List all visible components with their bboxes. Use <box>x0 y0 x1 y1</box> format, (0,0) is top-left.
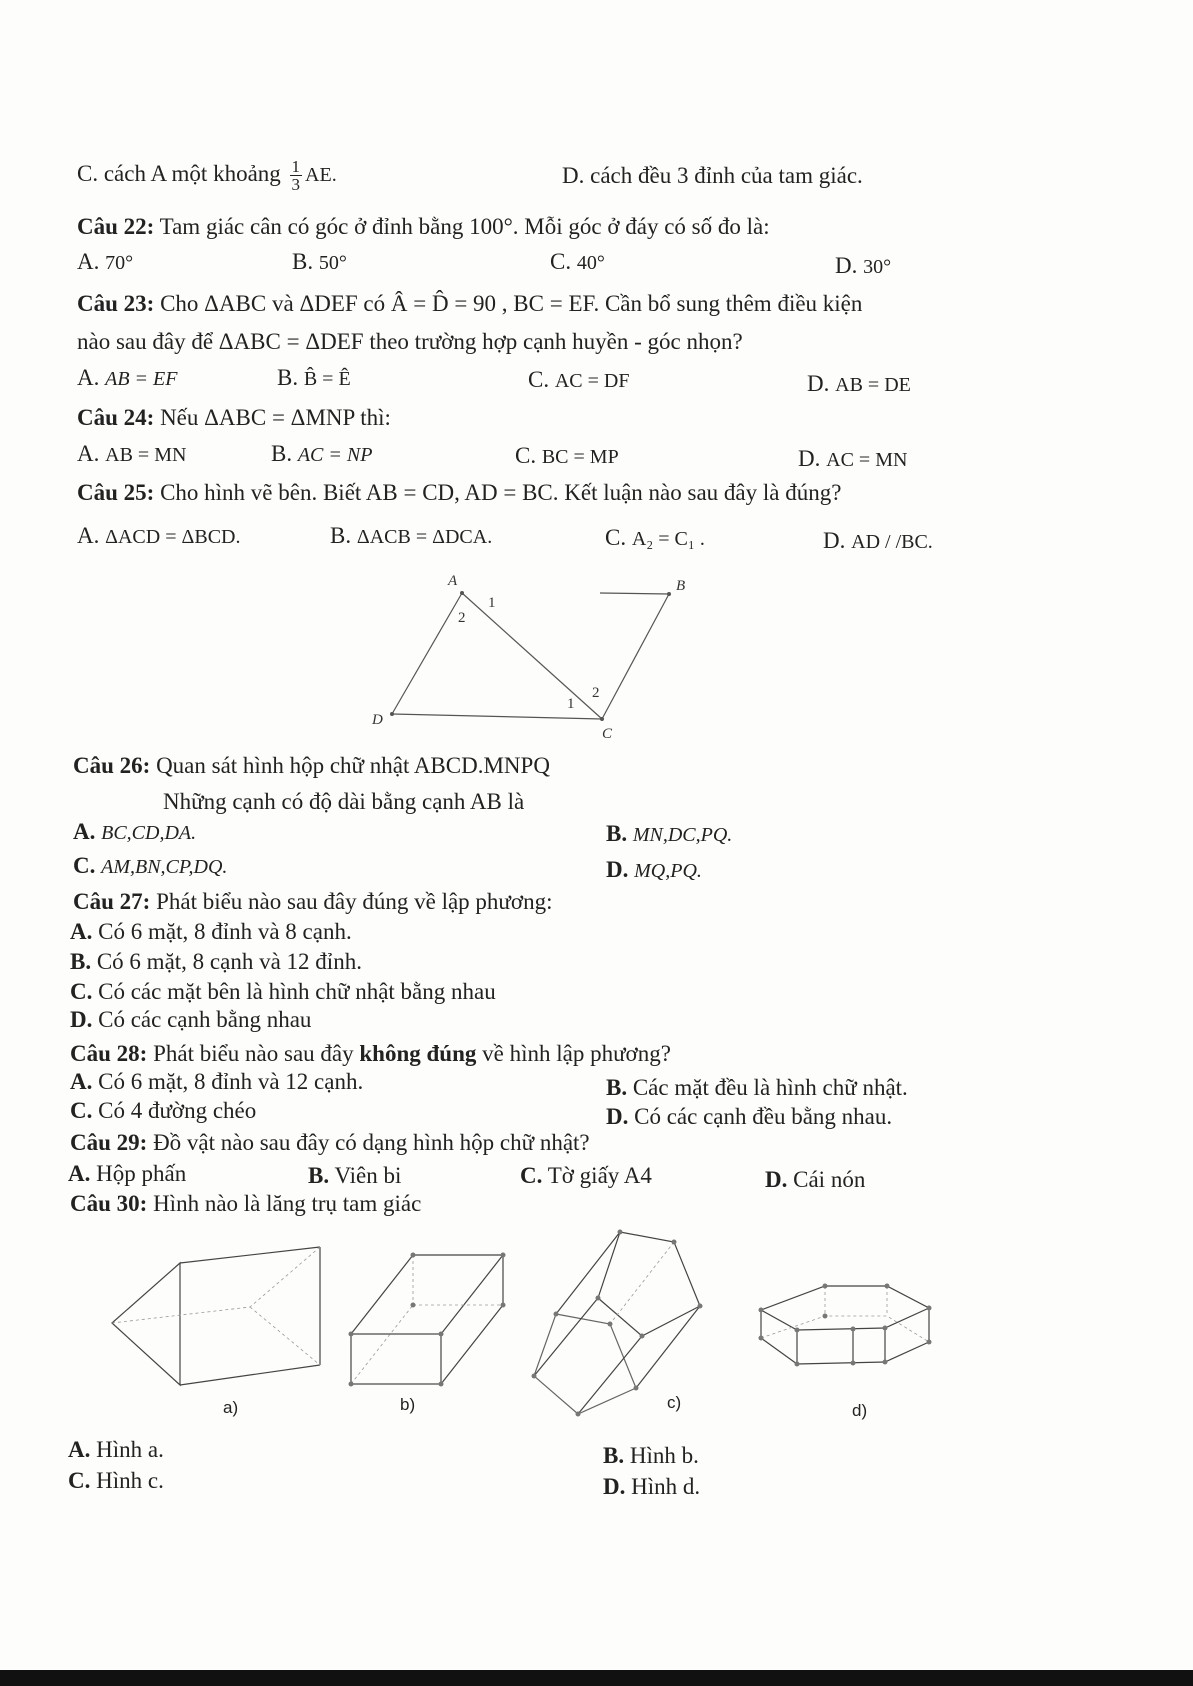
q22-option-c: C. 40° <box>550 249 605 274</box>
q29-option-c: C. Tờ giấy A4 <box>520 1163 652 1188</box>
q28-option-a: A. Có 6 mặt, 8 đỉnh và 12 cạnh. <box>70 1069 364 1094</box>
q30-option-d: D. Hình d. <box>603 1474 701 1499</box>
q23-option-b: B. B̂ = Ê <box>277 365 351 390</box>
q23-stem-line2: nào sau đây để ΔABC = ΔDEF theo trường hợp cạnh huyền - góc nhọn? <box>77 329 743 354</box>
angle-c2-label: 2 <box>592 685 600 701</box>
q26-option-d: D. MQ,PQ. <box>606 857 702 882</box>
q28-option-d: D. Có các cạnh đều bằng nhau. <box>606 1104 893 1129</box>
q28-option-b: B. Các mặt đều là hình chữ nhật. <box>606 1075 908 1100</box>
edge-ac <box>462 593 602 719</box>
angle-a1-label: 1 <box>488 595 496 611</box>
q27-option-a: A. Có 6 mặt, 8 đỉnh và 8 cạnh. <box>70 919 352 944</box>
q23-option-a: A. AB = EF <box>77 365 178 390</box>
q25-option-b: B. ΔACB = ΔDCA. <box>330 523 493 548</box>
point-a-label: A <box>448 573 458 589</box>
q30-option-a: A. Hình a. <box>68 1437 164 1462</box>
q26-option-a: A. BC,CD,DA. <box>73 819 197 844</box>
angle-c1-label: 1 <box>567 696 575 712</box>
q21-option-c: C. cách A một khoảng $\frac{1}{3}$ AE. <box>77 157 337 194</box>
q26-option-b: B. MN,DC,PQ. <box>606 821 733 846</box>
caption-b: b) <box>400 1395 416 1414</box>
q28-option-c: C. Có 4 đường chéo <box>70 1098 257 1123</box>
point-d-label: D <box>372 712 383 728</box>
q24-option-d: D. AC = MN <box>798 446 908 471</box>
q30-figure-c <box>532 1226 742 1426</box>
q23-option-c: C. AC = DF <box>528 367 630 392</box>
q25-stem: Câu 25: Cho hình vẽ bên. Biết AB = CD, AD = BC. Kết luận nào sau đây là đúng? <box>77 480 842 505</box>
q26-option-c: C. AM,BN,CP,DQ. <box>73 853 228 878</box>
edge-cb <box>602 594 669 719</box>
q29-option-b: B. Viên bi <box>308 1163 402 1188</box>
edge-ad <box>392 593 462 714</box>
q27-option-b: B. Có 6 mặt, 8 cạnh và 12 đỉnh. <box>70 949 362 974</box>
q25-option-d: D. AD / /BC. <box>823 528 933 553</box>
q29-option-d: D. Cái nón <box>765 1167 866 1192</box>
q29-option-a: A. Hộp phấn <box>68 1161 187 1186</box>
q28-stem: Câu 28: Phát biểu nào sau đây không đúng về hình lập phương? <box>70 1041 671 1066</box>
q22-option-b: B. 50° <box>292 249 347 274</box>
point-b-label: B <box>676 578 686 594</box>
edge-dc <box>392 714 602 719</box>
q27-option-d: D. Có các cạnh bằng nhau <box>70 1007 312 1032</box>
q26-stem: Câu 26: Quan sát hình hộp chữ nhật ABCD.MNPQ <box>73 753 550 778</box>
q21-option-d: D. cách đều 3 đỉnh của tam giác. <box>562 163 863 188</box>
angle-a2-label: 2 <box>458 610 466 626</box>
q30-figure-a <box>110 1245 330 1417</box>
q24-stem: Câu 24: Nếu ΔABC = ΔMNP thì: <box>77 405 391 430</box>
q30-figure-d <box>755 1280 945 1430</box>
q30-stem: Câu 30: Hình nào là lăng trụ tam giác <box>70 1191 422 1216</box>
q25-figure <box>360 570 700 742</box>
edge-ab <box>600 593 669 594</box>
fraction: $\frac{1}{3}$ <box>291 157 301 194</box>
q23-option-d: D. AB = DE <box>807 371 911 396</box>
caption-d: d) <box>852 1401 868 1420</box>
caption-a: a) <box>223 1398 239 1417</box>
q22-option-a: A. 70° <box>77 249 134 274</box>
q24-option-c: C. BC = MP <box>515 443 619 468</box>
q26-stem-line2: Những cạnh có độ dài bằng cạnh AB là <box>163 789 525 814</box>
q29-stem: Câu 29: Đồ vật nào sau đây có dạng hình hộp chữ nhật? <box>70 1130 590 1155</box>
caption-c: c) <box>667 1393 682 1412</box>
q25-option-c: C. A₂ = C₁ . <box>605 525 705 550</box>
q22-stem: Câu 22: Tam giác cân có góc ở đỉnh bằng 100°. Mỗi góc ở đáy có số đo là: <box>77 214 770 239</box>
point-c-label: C <box>602 726 613 742</box>
q25-option-a: A. ΔACD = ΔBCD. <box>77 523 241 548</box>
scan-bottom-edge <box>0 1670 1193 1686</box>
q24-option-b: B. AC = NP <box>271 441 373 466</box>
q24-option-a: A. AB = MN <box>77 441 187 466</box>
q27-stem: Câu 27: Phát biểu nào sau đây đúng về lập phương: <box>73 889 553 914</box>
q30-figure-b <box>345 1250 515 1414</box>
q23-stem-line1: Câu 23: Cho ΔABC và ΔDEF có Â = D̂ = 90 , BC = EF. Cần bổ sung thêm điều kiện <box>77 291 863 316</box>
q30-option-c: C. Hình c. <box>68 1468 164 1493</box>
q30-option-b: B. Hình b. <box>603 1443 699 1468</box>
q27-option-c: C. Có các mặt bên là hình chữ nhật bằng nhau <box>70 979 496 1004</box>
q22-option-d: D. 30° <box>835 253 892 278</box>
